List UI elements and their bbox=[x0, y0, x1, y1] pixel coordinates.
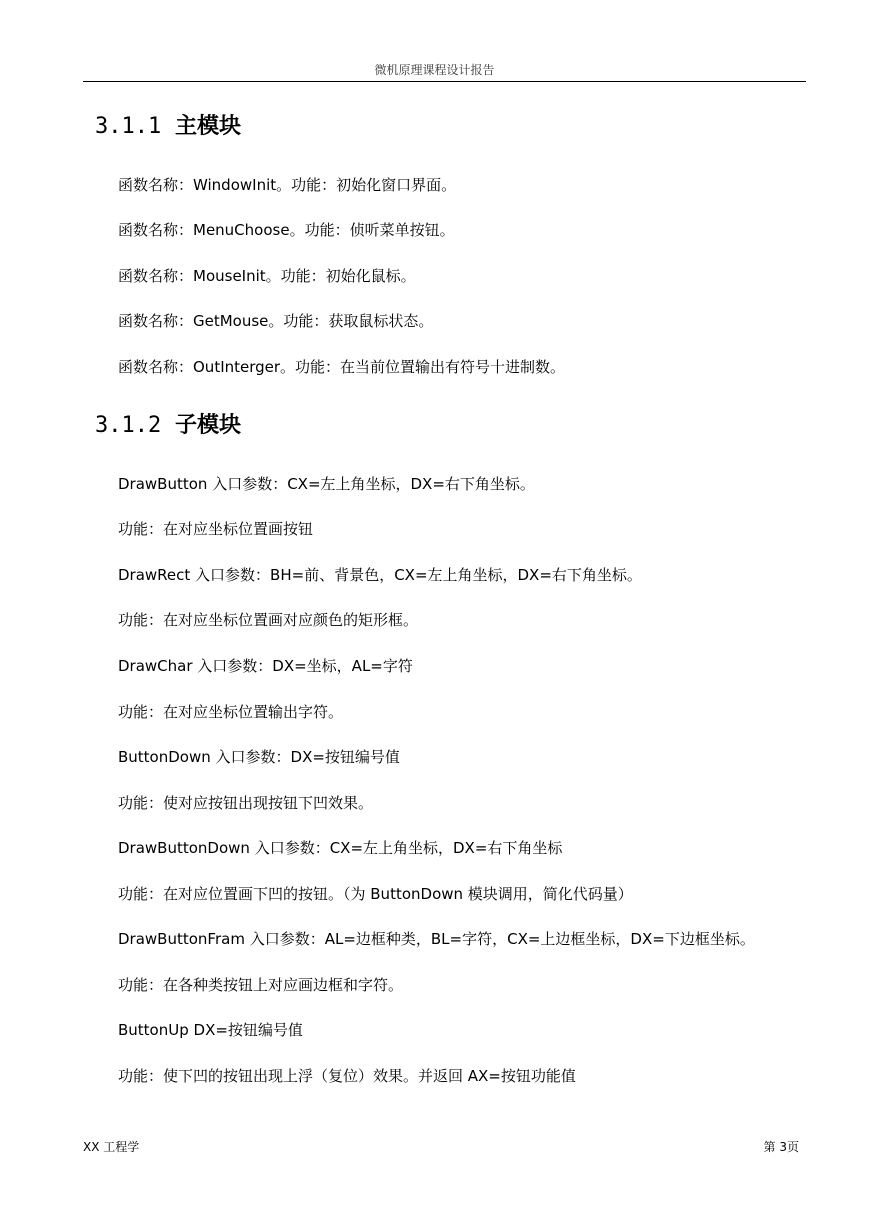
list-item: 功能：使对应按钮出现按钮下凹效果。 bbox=[118, 794, 374, 812]
list-item: 功能：使下凹的按钮出现上浮（复位）效果。并返回 AX=按钮功能值 bbox=[118, 1067, 576, 1085]
list-item: 功能：在对应坐标位置输出字符。 bbox=[118, 703, 344, 721]
section-title: 子模块 bbox=[175, 413, 242, 438]
footer-left-text: XX 工程学 bbox=[83, 1140, 140, 1154]
section-title: 主模块 bbox=[175, 114, 242, 139]
page-number: 第 3页 bbox=[763, 1140, 799, 1154]
list-item: 功能：在对应坐标位置画按钮 bbox=[118, 520, 314, 538]
list-item: 函数名称：OutInterger。功能：在当前位置输出有符号十进制数。 bbox=[118, 358, 566, 376]
list-item: 功能：在各种类按钮上对应画边框和字符。 bbox=[118, 976, 404, 994]
list-item: DrawChar 入口参数：DX=坐标，AL=字符 bbox=[118, 657, 413, 675]
list-item: 功能：在对应位置画下凹的按钮。（为 ButtonDown 模块调用，简化代码量） bbox=[118, 885, 633, 903]
header-rule bbox=[83, 81, 806, 82]
section-heading-sub-module bbox=[95, 412, 241, 440]
list-item: ButtonDown 入口参数：DX=按钮编号值 bbox=[118, 748, 400, 766]
section-heading-main-module bbox=[95, 113, 241, 141]
list-item: 函数名称：MouseInit。功能：初始化鼠标。 bbox=[118, 267, 416, 285]
list-item: DrawButtonFram 入口参数：AL=边框种类，BL=字符，CX=上边框坐标，DX=下边框坐标。 bbox=[118, 930, 755, 948]
header-title: 微机原理课程设计报告 bbox=[374, 63, 495, 77]
list-item: DrawButtonDown 入口参数：CX=左上角坐标，DX=右下角坐标 bbox=[118, 839, 563, 857]
list-item: 功能：在对应坐标位置画对应颜色的矩形框。 bbox=[118, 611, 419, 629]
list-item: 函数名称：MenuChoose。功能：侦听菜单按钮。 bbox=[118, 221, 455, 239]
section-number: 3.1.2 bbox=[95, 413, 162, 438]
list-item: 函数名称：GetMouse。功能：获取鼠标状态。 bbox=[118, 312, 434, 330]
section-number: 3.1.1 bbox=[95, 114, 162, 139]
list-item: DrawButton 入口参数：CX=左上角坐标，DX=右下角坐标。 bbox=[118, 475, 535, 493]
list-item: ButtonUp DX=按钮编号值 bbox=[118, 1021, 303, 1039]
list-item: 函数名称：WindowInit。功能：初始化窗口界面。 bbox=[118, 176, 457, 194]
list-item: DrawRect 入口参数：BH=前、背景色，CX=左上角坐标，DX=右下角坐标。 bbox=[118, 566, 642, 584]
